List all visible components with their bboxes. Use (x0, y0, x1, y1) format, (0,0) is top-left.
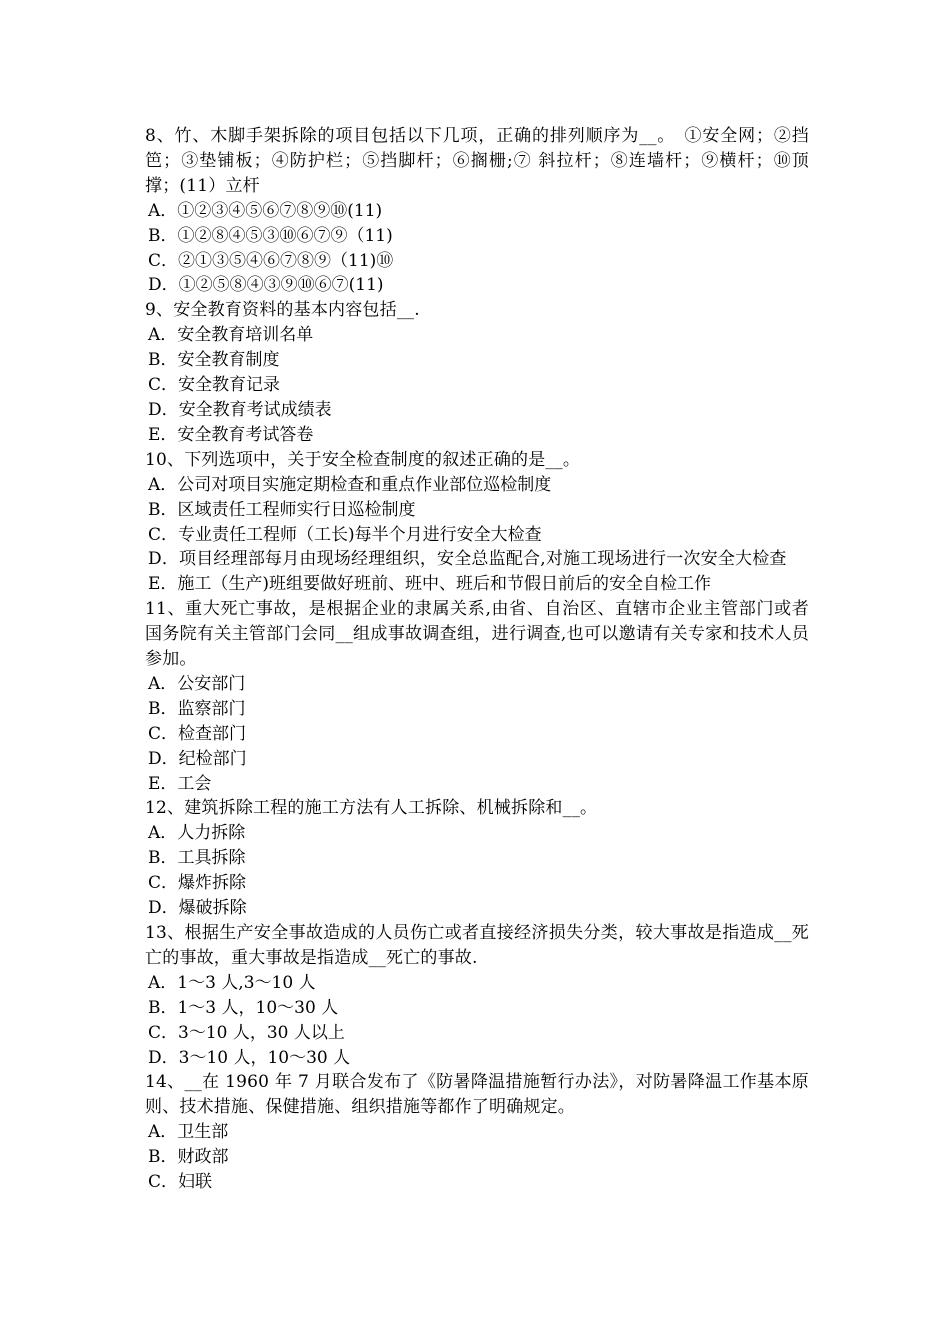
option-d: D．安全教育考试成绩表 (148, 399, 332, 420)
question-10 (145, 448, 809, 597)
option-c: C．安全教育记录 (148, 375, 281, 396)
question-text: 12、建筑拆除工程的施工方法有人工拆除、机械拆除和__。 (145, 798, 598, 819)
option-a: A．人力拆除 (148, 823, 246, 844)
option-e: E．安全教育考试答卷 (148, 424, 314, 445)
option-c: C．专业责任工程师（工长)每半个月进行安全大检查 (148, 524, 542, 545)
option-a: A．公安部门 (148, 673, 246, 694)
question-12 (145, 796, 809, 921)
option-b: B．财政部 (148, 1147, 229, 1168)
option-c: C．爆炸拆除 (148, 873, 247, 894)
question-text: 11、重大死亡事故，是根据企业的隶属关系,由省、自治区、直辖市企业主管部门或者国务院有关主管部门会同__组成事故调查组，进行调查,也可以邀请有关专家和技术人员参加。 (145, 599, 809, 670)
option-e: E．施工（生产)班组要做好班前、班中、班后和节假日前后的安全自检工作 (148, 574, 712, 595)
option-d: D．纪检部门 (148, 748, 247, 769)
option-a: A．安全教育培训名单 (148, 325, 314, 346)
question-text: 8、竹、木脚手架拆除的项目包括以下几项，正确的排列顺序为__。 ①安全网；②挡笆；③垫铺板；④防护栏；⑤挡脚杆；⑥搁栅;⑦ 斜拉杆；⑧连墙杆；⑨横杆；⑩顶撑；(11）立杆 (145, 126, 809, 196)
option-b: B．①②⑧④⑤③⑩⑥⑦⑨（11) (148, 225, 393, 246)
option-d: D．爆破拆除 (148, 898, 247, 919)
option-d: D．①②⑤⑧④③⑨⑩⑥⑦(11) (148, 275, 384, 296)
option-c: C．②①③⑤④⑥⑦⑧⑨（11)⑩ (148, 250, 394, 271)
option-a: A．①②③④⑤⑥⑦⑧⑨⑩(11) (148, 200, 383, 221)
question-text: 14、__在 1960 年 7 月联合发布了《防暑降温措施暂行办法》，对防暑降温工作基本原则、技术措施、保健措施、组织措施等都作了明确规定。 (145, 1072, 809, 1118)
option-c: C．检查部门 (148, 723, 247, 744)
question-14 (145, 1070, 809, 1195)
option-a: A．1～3 人,3～10 人 (148, 972, 316, 993)
option-b: B．1～3 人，10～30 人 (148, 997, 339, 1018)
option-a: A．卫生部 (148, 1122, 229, 1143)
question-8 (145, 124, 809, 298)
option-a: A．公司对项目实施定期检查和重点作业部位巡检制度 (148, 474, 552, 495)
option-c: C．妇联 (148, 1172, 213, 1193)
question-13 (145, 921, 809, 1070)
option-b: B．监察部门 (148, 698, 246, 719)
option-e: E．工会 (148, 773, 212, 794)
question-11 (145, 597, 809, 796)
option-d: D．3～10 人，10～30 人 (148, 1047, 351, 1068)
question-text: 10、下列选项中，关于安全检查制度的叙述正确的是__。 (145, 449, 581, 470)
option-b: B．区域责任工程师实行日巡检制度 (148, 499, 416, 520)
option-c: C．3～10 人，30 人以上 (148, 1022, 345, 1043)
question-text: 9、安全教育资料的基本内容包括__. (145, 300, 420, 321)
option-b: B．安全教育制度 (148, 350, 280, 371)
question-9 (145, 298, 809, 447)
option-d: D．项目经理部每月由现场经理组织，安全总监配合,对施工现场进行一次安全大检查 (148, 549, 787, 570)
question-list (145, 124, 809, 1195)
option-b: B．工具拆除 (148, 848, 246, 869)
question-text: 13、根据生产安全事故造成的人员伤亡或者直接经济损失分类，较大事故是指造成__死亡的事故，重大事故是指造成__死亡的事故. (145, 923, 809, 968)
